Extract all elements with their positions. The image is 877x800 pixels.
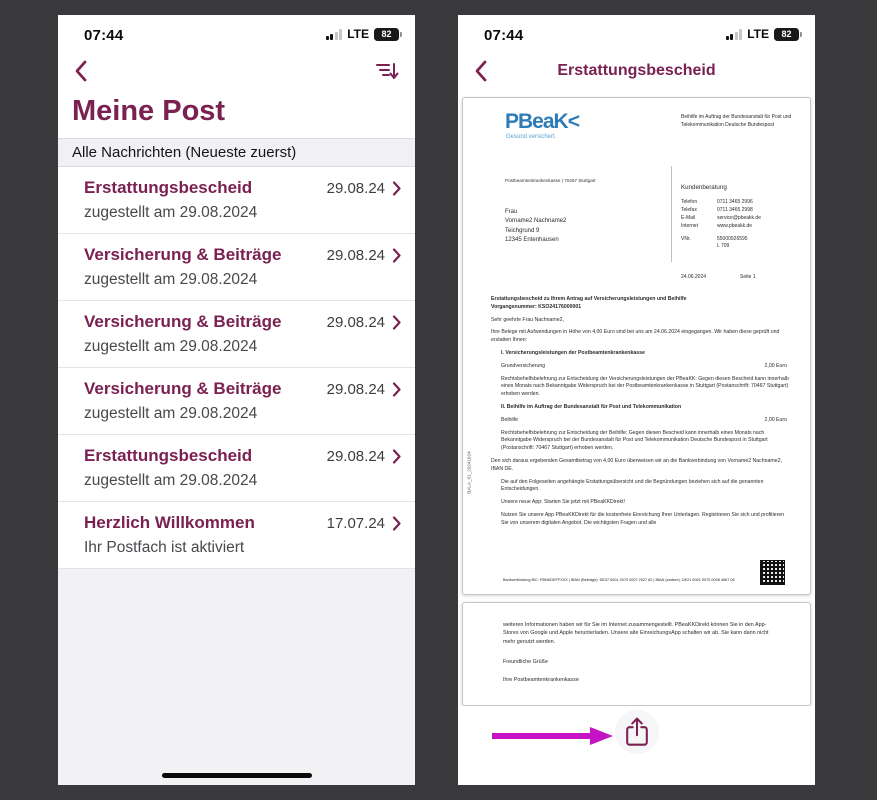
- message-subtitle: zugestellt am 29.08.2024: [84, 338, 258, 355]
- action-bar: [462, 706, 811, 772]
- contact-heading: Kundenberatung: [681, 184, 727, 191]
- battery-icon: 82: [374, 28, 399, 41]
- closing-line: Freundliche Grüße: [503, 659, 548, 666]
- section1-heading: I. Versicherungsleistungen der Postbeamtenkrankenkasse: [501, 349, 645, 356]
- section2-heading: II. Beihilfe im Auftrag der Bundesanstalt für Post und Telekommunikation: [501, 403, 682, 410]
- message-title: Erstattungsbescheid: [84, 178, 253, 197]
- recipient-address: [505, 208, 566, 245]
- section-header: Alle Nachrichten (Neueste zuerst): [58, 138, 415, 167]
- chevron-right-icon: [392, 516, 401, 531]
- document-page-1: [462, 97, 811, 595]
- chevron-left-icon: [474, 60, 487, 82]
- message-subtitle: zugestellt am 29.08.2024: [84, 271, 258, 288]
- message-title: Herzlich Willkommen: [84, 513, 255, 532]
- message-title: Versicherung & Beiträge: [84, 312, 282, 331]
- recipient-line: 12345 Entenhausen: [505, 236, 559, 243]
- message-list: [58, 167, 415, 569]
- message-title: Versicherung & Beiträge: [84, 379, 282, 398]
- contact-value: 0711 3465 2998: [717, 206, 753, 213]
- contact-label: E-Mail: [681, 214, 696, 221]
- message-title: Versicherung & Beiträge: [84, 245, 282, 264]
- battery-icon: 82: [774, 28, 799, 41]
- back-button[interactable]: [474, 58, 496, 84]
- document-page-2: [462, 602, 811, 706]
- cellular-signal-icon: [326, 29, 343, 40]
- message-title: Erstattungsbescheid: [84, 446, 253, 465]
- sort-button[interactable]: [369, 58, 399, 84]
- chevron-right-icon: [392, 382, 401, 397]
- vnr-value: 55000926595 L 709: [717, 235, 748, 249]
- status-bar: [458, 15, 815, 51]
- chevron-right-icon: [392, 315, 401, 330]
- document-date: 24.06.2024: [681, 274, 707, 280]
- benefit-item: Grundversicherung: [501, 362, 546, 369]
- document-viewer-screen: [458, 15, 815, 785]
- document-dateline: [681, 274, 756, 280]
- message-date: 29.08.24: [326, 380, 385, 398]
- message-subtitle: zugestellt am 29.08.2024: [84, 204, 258, 221]
- message-subtitle: zugestellt am 29.08.2024: [84, 472, 258, 489]
- message-date: 29.08.24: [326, 313, 385, 331]
- message-date: 29.08.24: [326, 179, 385, 197]
- contact-label: Telefax: [681, 206, 697, 213]
- recipient-line: Frau: [505, 209, 518, 215]
- contact-value: service@pbeakk.de: [717, 214, 761, 221]
- network-type-label: LTE: [347, 27, 369, 41]
- recipient-line: Vorname2 Nachname2: [505, 218, 567, 225]
- intro-paragraph: Ihre Belege mit Aufwendungen in Höhe von 4,00 Euro sind bei uns am 24.06.2024 eingegangen. Wir haben diese geprüft und erstatten Ihnen:: [491, 329, 780, 344]
- app-header-line: Unsere neue App: Starten Sie jetzt mit PBeaKKDirekt!: [501, 499, 625, 506]
- share-button[interactable]: [615, 710, 659, 754]
- back-button[interactable]: [74, 58, 96, 84]
- cellular-signal-icon: [726, 29, 743, 40]
- message-subtitle: Ihr Postfach ist aktiviert: [84, 539, 245, 556]
- attachment-paragraph: Die auf den Folgeseiten angehängte Erstattungsübersicht und die Begründungen beziehen sich auf die genannten Entscheidungen.: [501, 478, 764, 493]
- share-icon: [624, 716, 650, 748]
- contact-label: Telefon: [681, 198, 698, 205]
- message-row[interactable]: [58, 435, 415, 502]
- logo-tagline: Gesund versichert.: [506, 134, 557, 140]
- recipient-line: Teichgrund 9: [505, 227, 540, 234]
- sender-line: Postbeamtenkrankenkasse | 70467 Stuttgart: [505, 178, 596, 183]
- letter-body: [491, 296, 793, 533]
- contact-value: www.pbeakk.de: [717, 222, 753, 229]
- chevron-right-icon: [392, 248, 401, 263]
- status-bar: [58, 15, 415, 51]
- message-date: 29.08.24: [326, 447, 385, 465]
- benefit-amount: 2,00 Euro: [764, 416, 787, 423]
- viewer-title: Erstattungsbescheid: [557, 62, 716, 79]
- message-subtitle: zugestellt am 29.08.2024: [84, 405, 258, 422]
- chevron-right-icon: [392, 449, 401, 464]
- home-indicator[interactable]: [162, 773, 312, 778]
- fold-line: [671, 166, 672, 262]
- section1-note: Rechtsbehelfsbelehrung zur Entscheidung der Versicherungsleistungen der PBeaKK: Gegen diesen Bescheid kann innerhalb eines Monats nach Bekanntgabe Widerspruch bei der Postbeamtenkrankenkasse in Stuttgart (Postanschrift: 70467 Stuttgart) erhoben werden.: [501, 375, 789, 398]
- status-time: 07:44: [484, 27, 524, 44]
- contact-block: [681, 184, 761, 250]
- page-number: Seite 1: [740, 274, 756, 280]
- chevron-right-icon: [392, 181, 401, 196]
- message-row[interactable]: [58, 368, 415, 435]
- annotation-arrow: [490, 726, 615, 746]
- benefit-amount: 2,00 Euro: [764, 362, 787, 369]
- message-row[interactable]: [58, 301, 415, 368]
- message-date: 29.08.24: [326, 246, 385, 264]
- vnr-label: VNr.: [681, 235, 691, 242]
- app-paragraph: Nutzen Sie unsere App PBeaKKDirekt für die kostenfreie Einreichung Ihrer Unterlagen. Registrieren Sie sich und profitieren Sie von unserem digitalen Angebot. Die wichtigsten Fragen und alle: [501, 511, 785, 526]
- contact-label: Internet: [681, 222, 698, 229]
- salutation: Sehr geehrte Frau Nachname2,: [491, 316, 564, 323]
- chevron-left-icon: [74, 60, 87, 82]
- page2-paragraph: weiteren Informationen haben wir für Sie im Internet zusammengestellt. PBeaKKDirekt können Sie in den App-Stores von Google und Apple herunterladen. Unsere alte EinreichungsApp schalten wir ab. Sie kann dann nicht mehr genutzt werden.: [503, 622, 769, 645]
- page-title: Meine Post: [72, 95, 226, 127]
- agency-note: Beihilfe im Auftrag der Bundesanstalt für Post und Telekommunikation Deutsche Bundespost: [681, 114, 792, 128]
- pbeakk-logo: PBeaK<: [505, 110, 579, 133]
- total-paragraph: Den sich daraus ergebenden Gesamtbetrag von 4,00 Euro überweisen wir an die Bankverbindung von Vorname2 Nachname2, IBAN DE.: [491, 457, 782, 472]
- inbox-screen: [58, 15, 415, 785]
- list-background: [58, 569, 415, 785]
- section1-amount-row: [501, 363, 793, 371]
- viewer-navbar: [458, 51, 815, 91]
- section2-note: Rechtsbehelfsbelehrung zur Entscheidung der Beihilfe: Gegen diesen Bescheid kann innerhalb eines Monats nach Bekanntgabe Widerspruch bei der Bundesanstalt für Post und Telekommunikation Deutsche Bundespost in Stuttgart (Postanschrift: 70467 Stuttgart) erhoben werden.: [501, 429, 768, 452]
- signature-line: Ihre Postbeamtenkrankenkasse: [503, 676, 579, 683]
- contact-value: 0711 3465 2996: [717, 198, 753, 205]
- qr-code: [761, 561, 784, 584]
- message-row[interactable]: [58, 234, 415, 301]
- section2-amount-row: [501, 417, 793, 425]
- status-time: 07:44: [84, 27, 124, 44]
- form-margin-code: BALA_01_20241624: [466, 451, 472, 494]
- benefit-item: Beihilfe: [501, 416, 519, 423]
- subject-line: Erstattungsbescheid zu Ihrem Antrag auf Versicherungsleistungen und Beihilfe Vorgangsnummer: KSO24176000001: [491, 296, 687, 310]
- message-row[interactable]: [58, 167, 415, 234]
- message-date: 17.07.24: [326, 514, 385, 532]
- network-type-label: LTE: [747, 27, 769, 41]
- sort-descending-icon: [372, 60, 399, 82]
- bank-footer-line: Bankverbindung BIC: PBNKDEFFXXX | IBAN (Beiträge): DE37 6001 0070 0007 2527 62 | IBAN (andere): DE21 6001 0070 0008 4667 06: [503, 578, 735, 582]
- document-scroll-area[interactable]: [458, 91, 815, 785]
- message-row[interactable]: [58, 502, 415, 569]
- inbox-navbar: [58, 51, 415, 91]
